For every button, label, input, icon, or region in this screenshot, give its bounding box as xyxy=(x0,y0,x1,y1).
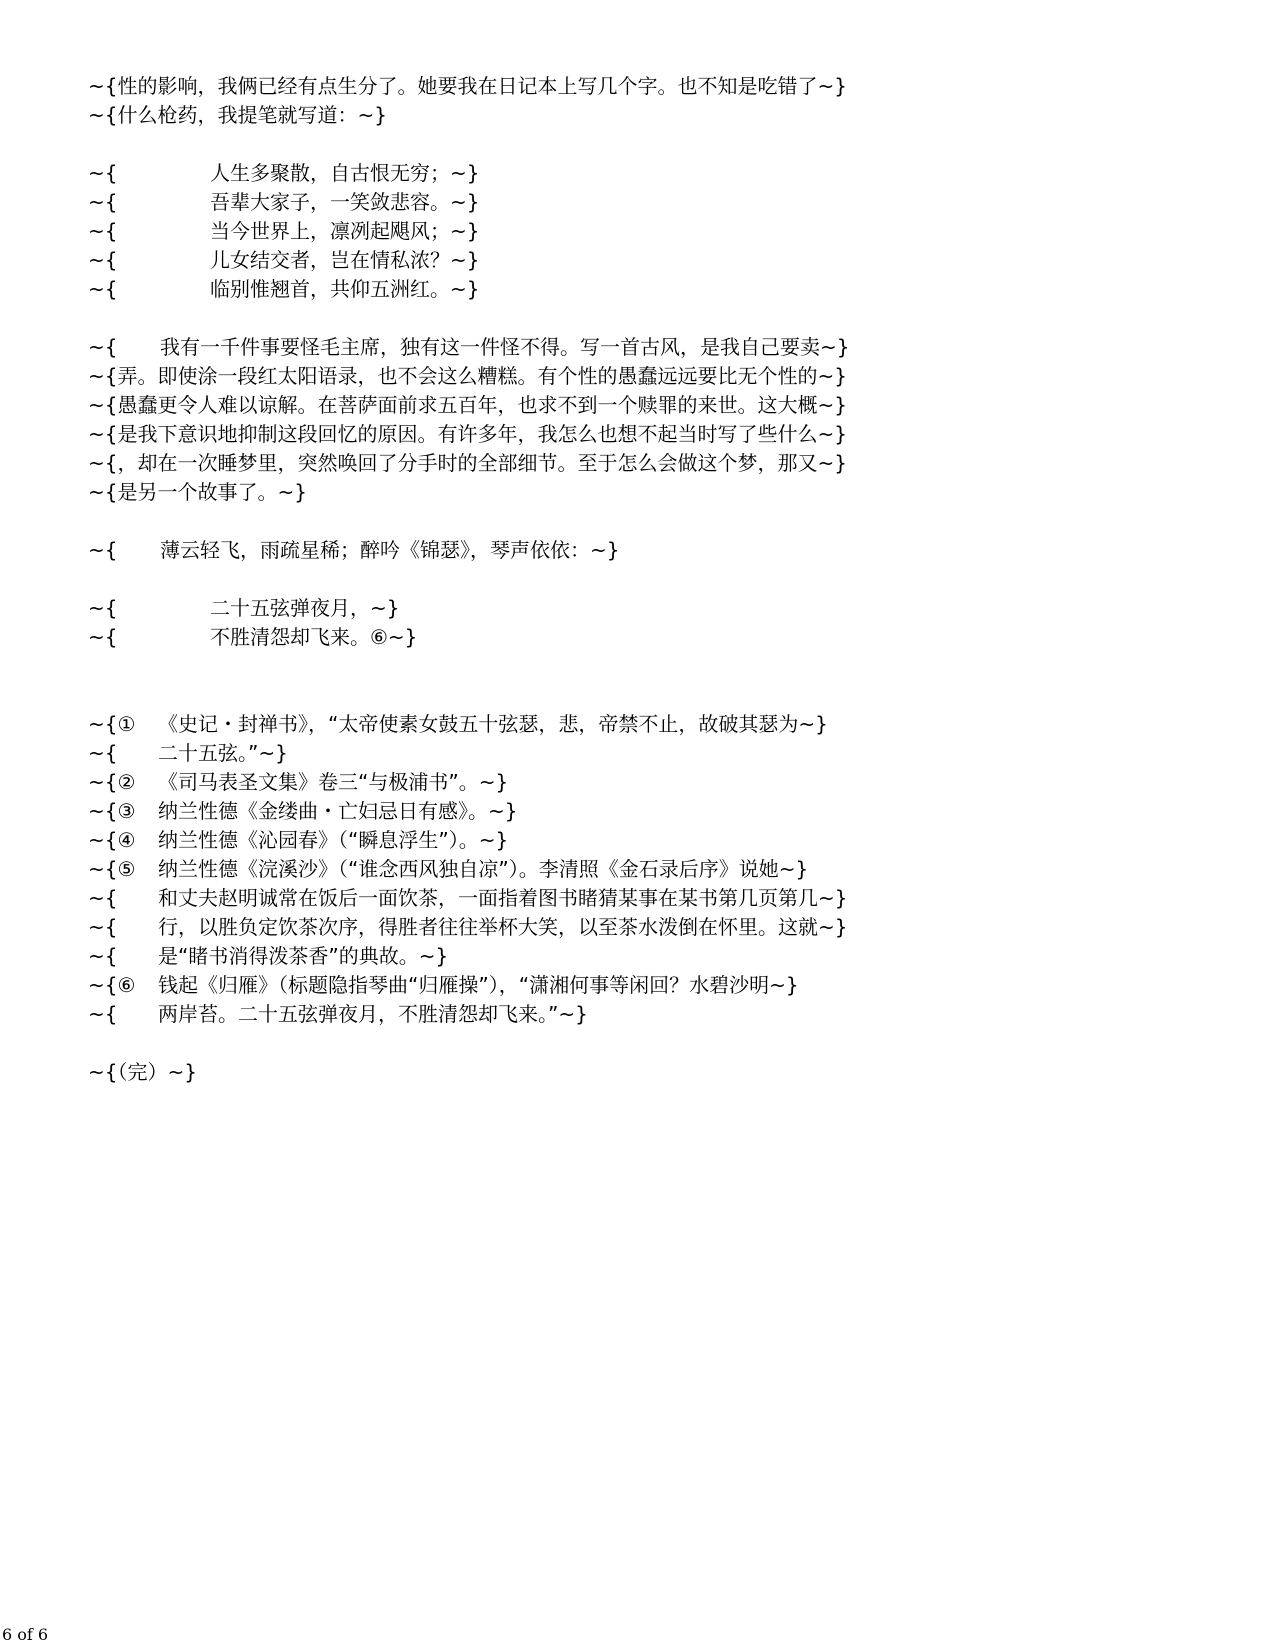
poem-line xyxy=(88,188,1008,217)
footnote-number: ~{② xyxy=(88,770,136,794)
footnote-text: 二十五弦。”~} xyxy=(158,741,288,765)
poem-text: 临别惟翘首，共仰五洲红。~} xyxy=(210,277,480,301)
footnote-text: 两岸苔。二十五弦弹夜月，不胜清怨却飞来。”~} xyxy=(158,1002,588,1026)
poem-text: 吾辈大家子，一笑敛悲容。~} xyxy=(210,190,480,214)
footnote-text: 钱起《归雁》（标题隐指琴曲“归雁操”），“潇湘何事等闲回？水碧沙明~} xyxy=(158,973,799,997)
paragraph-line: ~{愚蠢更令人难以谅解。在菩萨面前求五百年，也求不到一个赎罪的来世。这大概~} xyxy=(88,393,847,417)
footnote-text: 行，以胜负定饮茶次序，得胜者往往举杯大笑，以至茶水泼倒在怀里。这就~} xyxy=(158,915,848,939)
footnote-line xyxy=(88,768,1008,797)
poem-line xyxy=(88,594,1008,623)
footnote-text: 纳兰性德《金缕曲・亡妇忌日有感》。~} xyxy=(158,799,518,823)
footnote-number: ~{④ xyxy=(88,828,136,852)
footnote-text: 是“睹书消得泼茶香”的典故。~} xyxy=(158,944,449,968)
paragraph-line: ~{是另一个故事了。~} xyxy=(88,480,307,504)
footnote-text: 和丈夫赵明诚常在饭后一面饮茶，一面指着图书睹猜某事在某书第几页第几~} xyxy=(158,886,848,910)
paragraph-line xyxy=(88,333,1008,362)
line-prefix: ~{ xyxy=(88,335,118,359)
footnote-line xyxy=(88,797,1008,826)
poem-line xyxy=(88,275,1008,304)
footnote-line xyxy=(88,710,1008,739)
poem-text: 二十五弦弹夜月，~} xyxy=(210,596,400,620)
poem-text: 人生多聚散，自古恨无穷；~} xyxy=(210,161,480,185)
page-number: 6 of 6 xyxy=(2,1625,49,1644)
paragraph-line: ~{是我下意识地抑制这段回忆的原因。有许多年，我怎么也想不起当时写了些什么~} xyxy=(88,422,847,446)
text-line: ~{什么枪药，我提笔就写道：~} xyxy=(88,103,387,127)
footnote-number: ~{ xyxy=(88,741,118,765)
line-prefix: ~{ xyxy=(88,190,118,214)
paragraph-text: 我有一千件事要怪毛主席，独有这一件怪不得。写一首古风，是我自己要卖~} xyxy=(160,335,850,359)
paragraph-line: ~{弄。即使涂一段红太阳语录，也不会这么糟糕。有个性的愚蠢远远要比无个性的~} xyxy=(88,364,847,388)
footnote-text: 《司马表圣文集》卷三“与极浦书”。~} xyxy=(158,770,509,794)
line-prefix: ~{ xyxy=(88,596,118,620)
poem-line xyxy=(88,246,1008,275)
footnote-line xyxy=(88,739,1008,768)
document-body xyxy=(88,72,1008,1087)
poem-line xyxy=(88,217,1008,246)
footnote-number: ~{① xyxy=(88,712,136,736)
footnote-line xyxy=(88,971,1008,1000)
footnote-text: 《史记・封禅书》，“太帝使素女鼓五十弦瑟，悲，帝禁不止，故破其瑟为~} xyxy=(158,712,828,736)
line-prefix: ~{ xyxy=(88,161,118,185)
poem-text: 儿女结交者，岂在情私浓？~} xyxy=(210,248,480,272)
footnote-number: ~{ xyxy=(88,886,118,910)
line-prefix: ~{ xyxy=(88,248,118,272)
footnote-number: ~{③ xyxy=(88,799,136,823)
footnote-line xyxy=(88,826,1008,855)
footnote-line xyxy=(88,913,1008,942)
end-mark: ~{（完）~} xyxy=(88,1060,197,1084)
line-prefix: ~{ xyxy=(88,538,118,562)
footnote-text: 纳兰性德《浣溪沙》（“谁念西风独自凉”）。李清照《金石录后序》说她~} xyxy=(158,857,809,881)
footnote-number: ~{ xyxy=(88,915,118,939)
footnote-number: ~{⑥ xyxy=(88,973,136,997)
footnote-number: ~{ xyxy=(88,944,118,968)
line-prefix: ~{ xyxy=(88,277,118,301)
poem-line xyxy=(88,623,1008,652)
poem-text: 当今世界上，凛冽起飓风；~} xyxy=(210,219,480,243)
footnote-line xyxy=(88,1000,1008,1029)
footnote-text: 纳兰性德《沁园春》（“瞬息浮生”）。~} xyxy=(158,828,509,852)
poem-text: 不胜清怨却飞来。⑥~} xyxy=(210,625,418,649)
footnote-number: ~{⑤ xyxy=(88,857,136,881)
verse-line xyxy=(88,536,1008,565)
footnote-line xyxy=(88,884,1008,913)
line-prefix: ~{ xyxy=(88,625,118,649)
paragraph-line: ~{，却在一次睡梦里，突然唤回了分手时的全部细节。至于怎么会做这个梦，那又~} xyxy=(88,451,847,475)
footnote-line xyxy=(88,942,1008,971)
poem-line xyxy=(88,159,1008,188)
line-prefix: ~{ xyxy=(88,219,118,243)
text-line: ~{性的影响，我俩已经有点生分了。她要我在日记本上写几个字。也不知是吃错了~} xyxy=(88,74,847,98)
verse-text: 薄云轻飞，雨疏星稀；醉吟《锦瑟》，琴声依依：~} xyxy=(160,538,620,562)
footnote-line xyxy=(88,855,1008,884)
footnote-number: ~{ xyxy=(88,1002,118,1026)
